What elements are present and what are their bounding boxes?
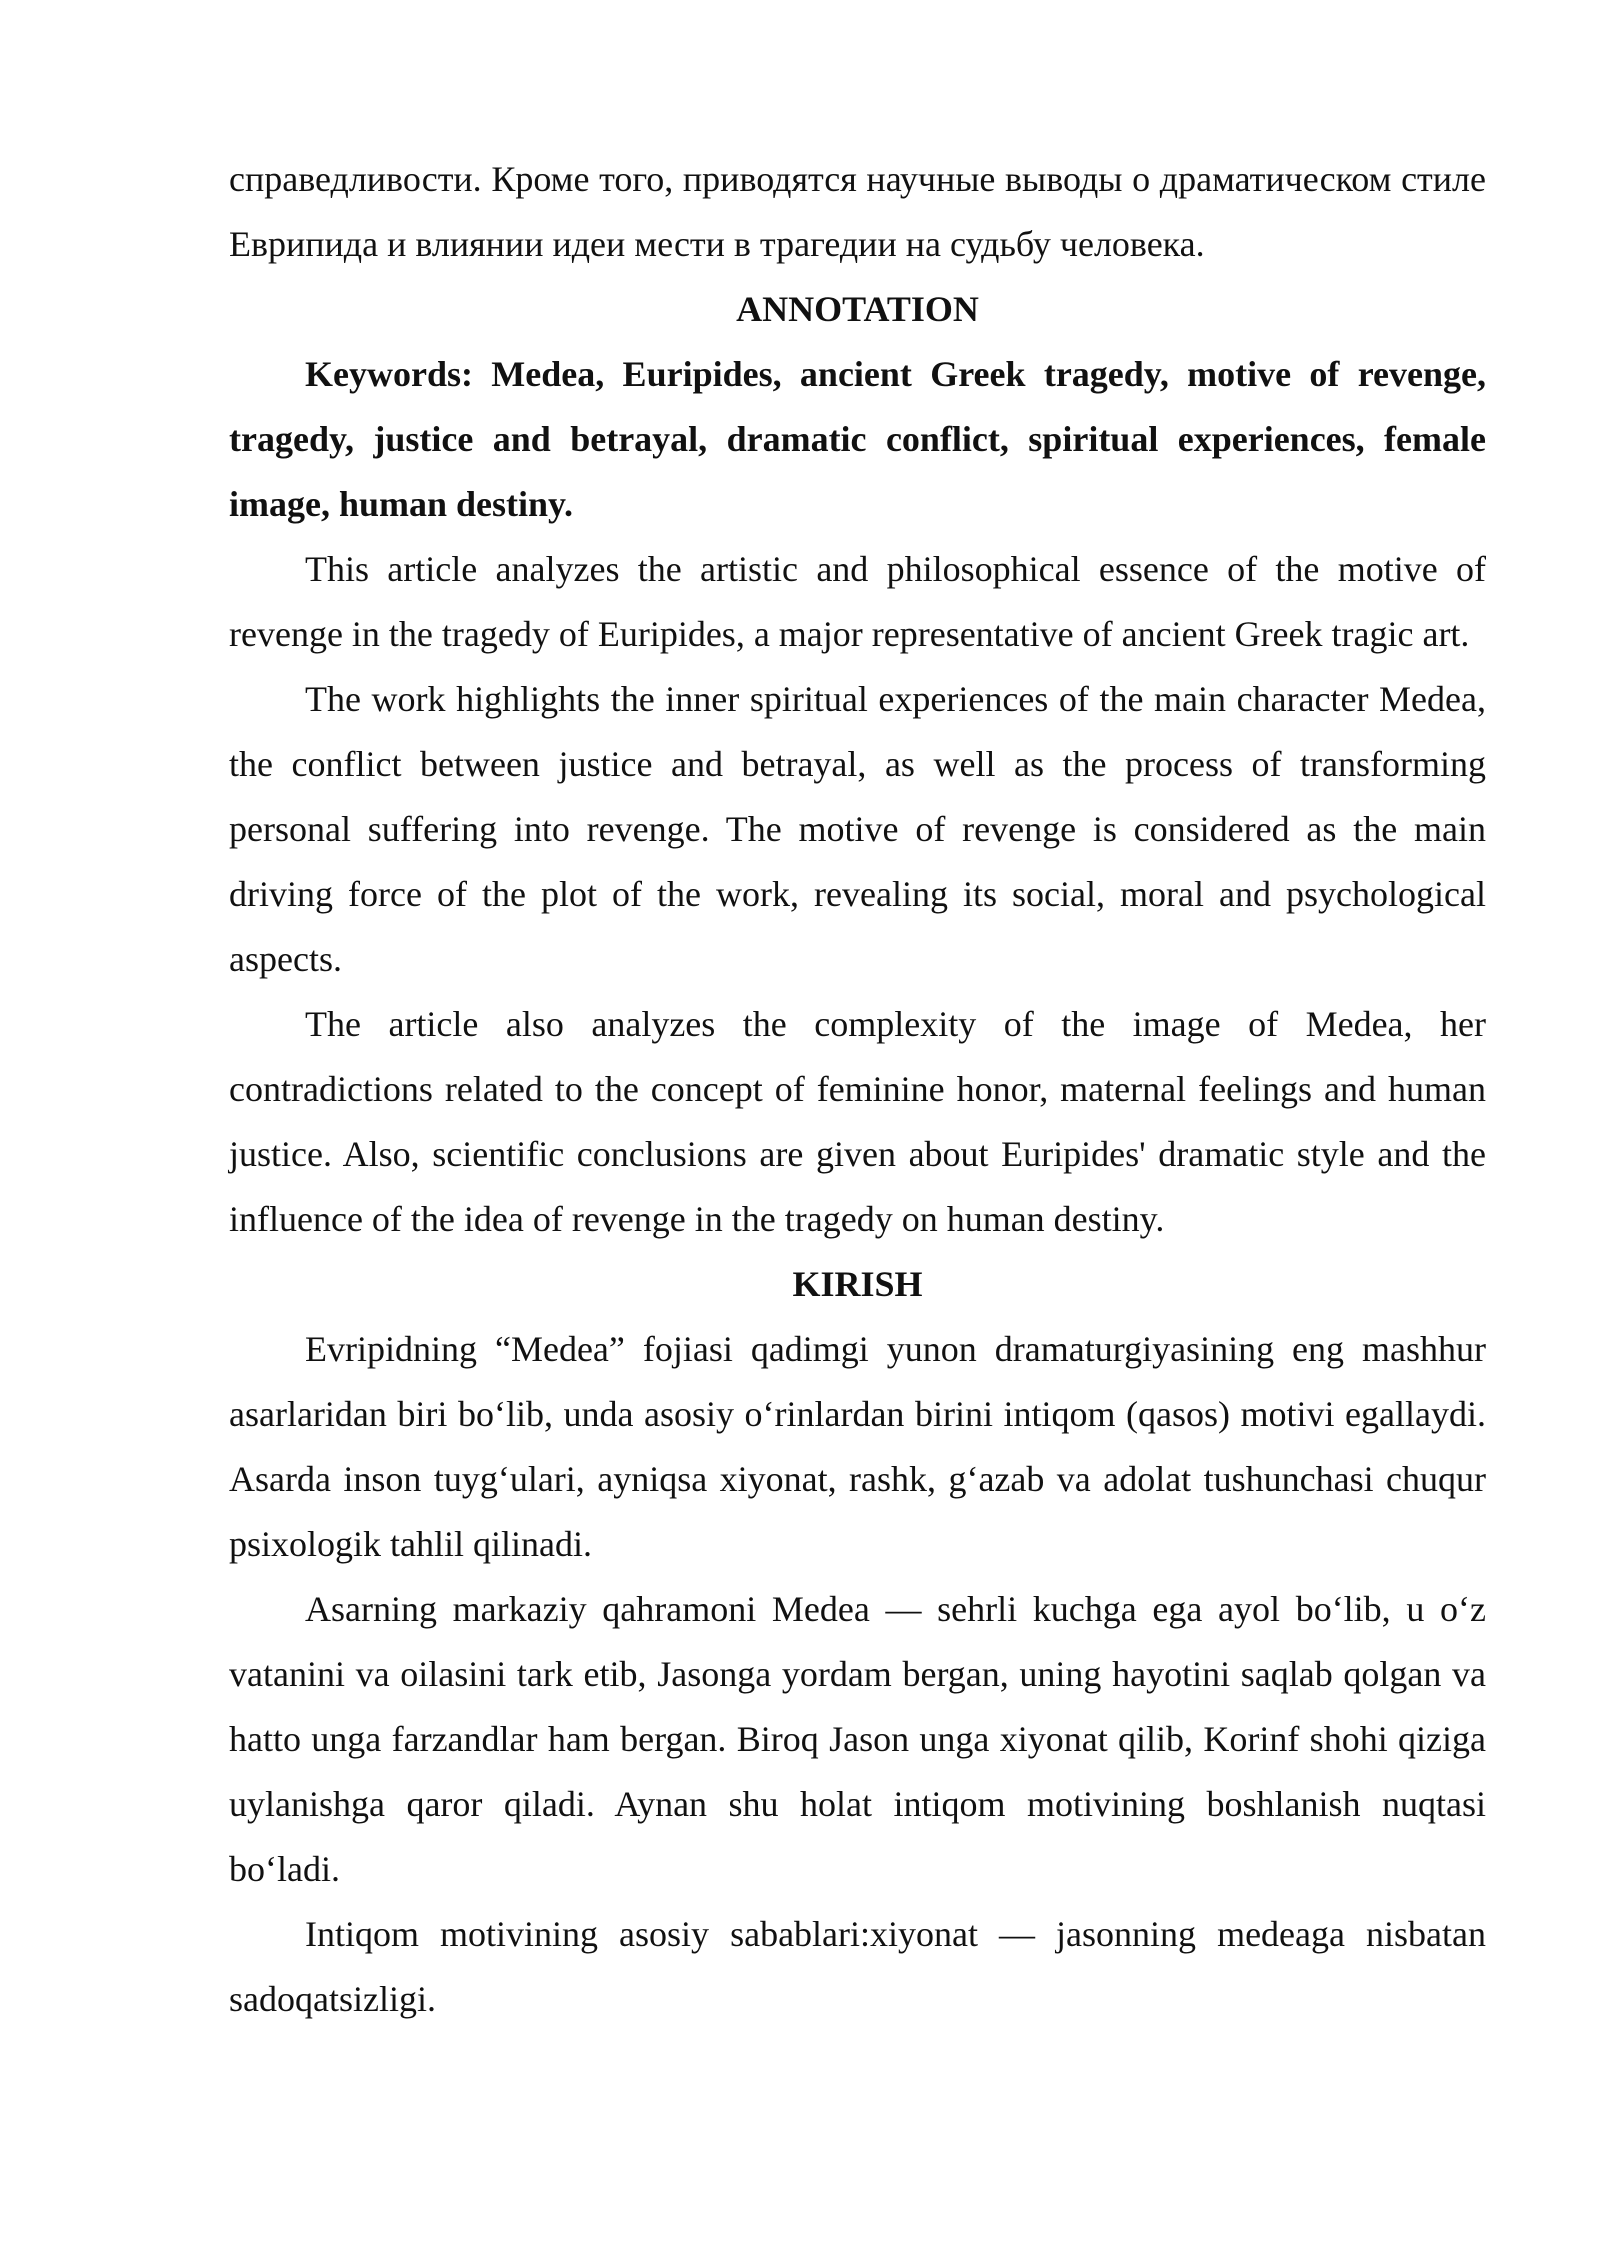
kirish-paragraph: Asarning markaziy qahramoni Medea — sehrli kuchga ega ayol bo‘lib, u o‘z vatanini va oilasini tark etib, Jasonga yordam bergan, uning hayotini saqlab qolgan va hatto unga farzandlar ham bergan. Biroq Jason unga xiyonat qilib, Korinf shohi qiziga uylanishga qaror qiladi. Aynan shu holat intiqom motivining boshlanish nuqtasi bo‘ladi. xyxy=(229,1589,1486,1889)
document-body xyxy=(229,147,1486,2032)
annotation-paragraph: The article also analyzes the complexity of the image of Medea, her contradictions related to the concept of feminine honor, maternal feelings and human justice. Also, scientific conclusions are given about Euripides' dramatic style and the influence of the idea of revenge in the tragedy on human destiny. xyxy=(229,1004,1486,1239)
kirish-heading: KIRISH xyxy=(792,1264,923,1304)
opening-paragraph: справедливости. Кроме того, приводятся научные выводы о драматическом стиле Еврипида и влиянии идеи мести в трагедии на судьбу человека. xyxy=(229,159,1486,264)
kirish-paragraph: Intiqom motivining asosiy sabablari:xiyonat — jasonning medeaga nisbatan sadoqatsizligi. xyxy=(229,1914,1486,2019)
annotation-paragraph: The work highlights the inner spiritual experiences of the main character Medea, the conflict between justice and betrayal, as well as the process of transforming personal suffering into revenge. The motive of revenge is considered as the main driving force of the plot of the work, revealing its social, moral and psychological aspects. xyxy=(229,679,1486,979)
annotation-heading: ANNOTATION xyxy=(736,289,979,329)
kirish-paragraph: Evripidning “Medea” fojiasi qadimgi yunon dramaturgiyasining eng mashhur asarlaridan biri bo‘lib, unda asosiy o‘rinlardan birini intiqom (qasos) motivi egallaydi. Asarda inson tuyg‘ulari, ayniqsa xiyonat, rashk, g‘azab va adolat tushunchasi chuqur psixologik tahlil qilinadi. xyxy=(229,1329,1486,1564)
keywords-paragraph: Keywords: Medea, Euripides, ancient Greek tragedy, motive of revenge, tragedy, justice and betrayal, dramatic conflict, spiritual experiences, female image, human destiny. xyxy=(229,354,1486,524)
annotation-paragraph: This article analyzes the artistic and philosophical essence of the motive of revenge in the tragedy of Euripides, a major representative of ancient Greek tragic art. xyxy=(229,549,1486,654)
